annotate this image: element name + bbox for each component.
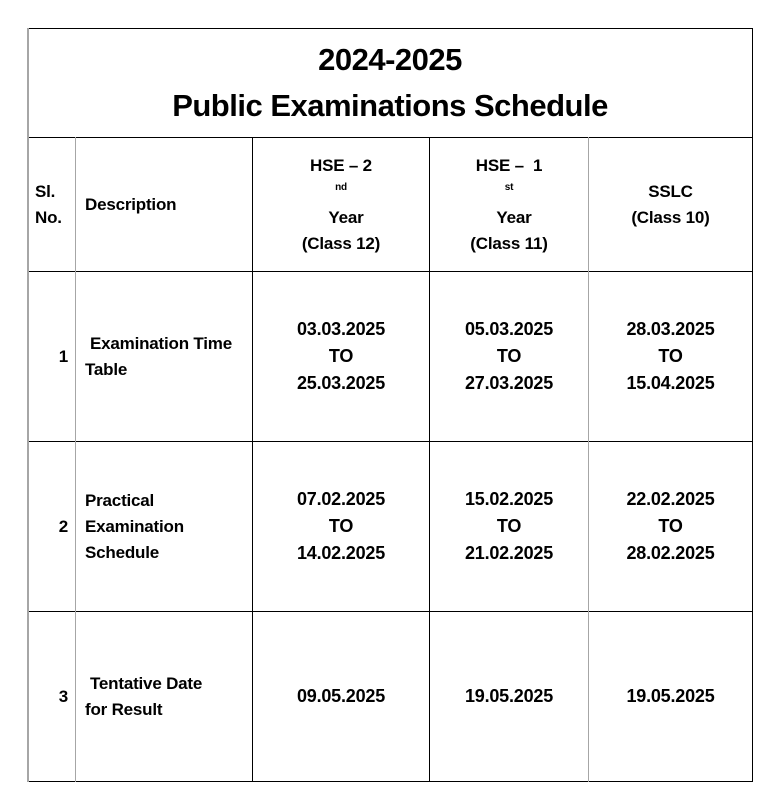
description-line: Table [85,359,128,379]
to-label: TO [328,346,354,366]
header-no-label: No. [35,207,62,227]
header-sslc-class: (Class 10) [631,207,710,227]
end-date: 15.04.2025 [626,373,715,393]
border-bottom [27,781,753,782]
row1-sslc [589,272,752,441]
header-hse1-class: (Class 11) [470,233,548,253]
start-date: 28.03.2025 [626,319,715,339]
row2-sslc [589,442,752,611]
description-line: Examination [85,516,184,536]
row3-sslc [589,612,752,781]
title-year: 2024-2025 [318,41,462,77]
row2-sl [29,442,75,611]
to-label: TO [496,346,522,366]
row1-description [76,272,252,441]
row2-hse1 [430,442,588,611]
row3-hse2 [253,612,429,781]
row3-sl [29,612,75,781]
to-label: TO [658,516,683,536]
description-line: for Result [85,699,163,719]
row-number: 1 [58,346,68,366]
end-date: 28.02.2025 [626,543,715,563]
description-line: Tentative Date [90,673,203,693]
start-date: 03.03.2025 [296,319,386,339]
row1-sl [29,272,75,441]
start-date: 07.02.2025 [296,489,386,509]
description-line: Examination Time [90,333,232,353]
header-description-label: Description [85,194,177,214]
row1-hse1 [430,272,588,441]
row-number: 3 [58,686,68,706]
start-date: 15.02.2025 [464,489,554,509]
table-title [27,28,753,137]
to-label: TO [496,516,522,536]
header-hse2-class: (Class 12) [301,233,381,253]
row3-description [76,612,252,781]
row1-hse2 [253,272,429,441]
to-label: TO [328,516,354,536]
header-hse1-title: HSE – 1 $^{st}$ Year [475,155,543,227]
title-heading: Public Examinations Schedule [172,87,608,123]
row2-description [76,442,252,611]
header-sl-label: Sl. [35,181,56,201]
result-date: 19.05.2025 [626,686,715,706]
start-date: 05.03.2025 [464,319,554,339]
result-date: 19.05.2025 [464,686,554,706]
exam-schedule-table [27,28,753,782]
row3-hse1 [430,612,588,781]
row-number: 2 [58,516,68,536]
to-label: TO [658,346,683,366]
header-hse2-title: HSE – 2 $^{nd}$ Year [310,155,372,227]
end-date: 21.02.2025 [464,543,554,563]
end-date: 25.03.2025 [296,373,386,393]
header-hse-1st-year [430,138,588,271]
description-line: Schedule [85,542,159,562]
header-sl-no [29,138,75,271]
end-date: 27.03.2025 [464,373,554,393]
description-line: Practical [85,490,155,510]
header-description [76,138,252,271]
end-date: 14.02.2025 [296,543,386,563]
header-sslc-title: SSLC [648,181,693,201]
result-date: 09.05.2025 [296,686,386,706]
border-right [752,28,753,782]
row2-hse2 [253,442,429,611]
header-hse-2nd-year [253,138,429,271]
header-sslc [589,138,752,271]
start-date: 22.02.2025 [626,489,715,509]
